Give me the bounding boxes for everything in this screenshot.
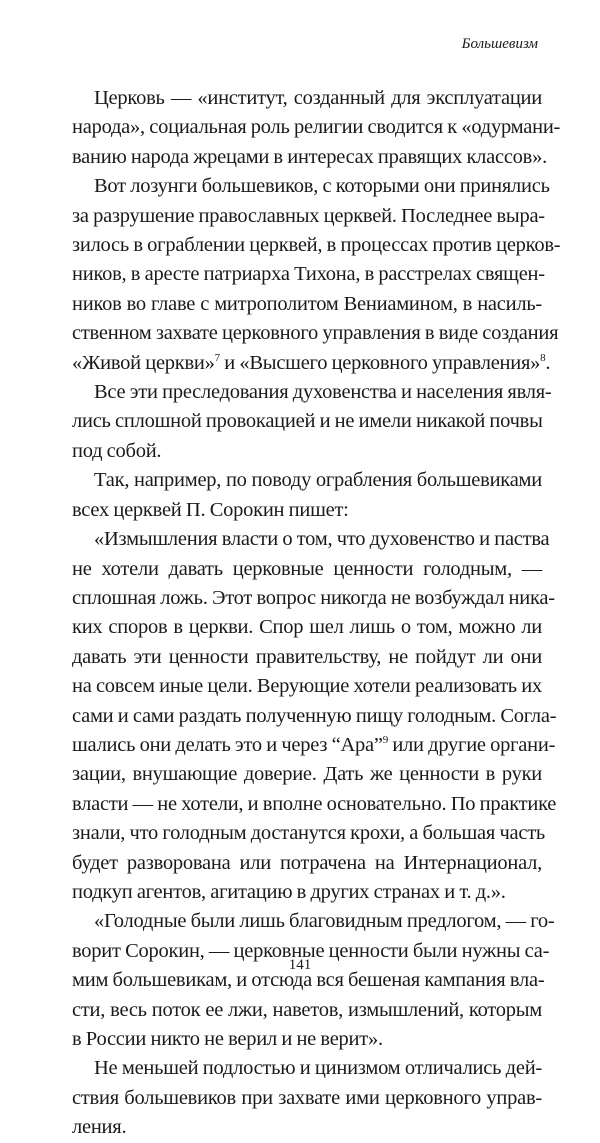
text-line: ников, в аресте патриарха Тихона, в расстрелах священ- (72, 263, 545, 286)
running-head: Большевизм (461, 36, 538, 52)
higher-church-admin-title: и «Высшего церковного управления» (219, 351, 541, 374)
ara-text-before: шались они делать это и через “Ара” (72, 733, 383, 756)
text-line: ких споров в церкви. Спор шел лишь о том, можно ли (72, 616, 542, 639)
text-line: «Голодные были лишь благовидным предлогом, — го- (94, 910, 555, 933)
text-line-with-footnote (72, 731, 556, 760)
text-line: лись сплошной провокацией и не имели никакой почвы (72, 410, 543, 433)
text-line: Все эти преследования духовенства и населения явля- (94, 381, 552, 404)
text-line: ления. (72, 1116, 127, 1139)
text-line: «Измышления власти о том, что духовенство и паства (94, 528, 550, 551)
text-line-with-footnotes (72, 349, 551, 378)
text-line: сплошная ложь. Этот вопрос никогда не возбуждал ника- (72, 586, 555, 609)
text-line: сти, весь поток ее лжи, наветов, измышлений, которым (72, 998, 542, 1021)
text-line: зации, внушающие доверие. Дать же ценности в руки (72, 763, 542, 786)
text-line: ствия большевиков при захвате ими церковного управ- (72, 1086, 542, 1109)
text-line: ванию народа жрецами в интересах правящих классов». (72, 145, 547, 168)
footnote-ref-8[interactable]: 8 (540, 351, 546, 364)
text-line: ворит Сорокин, — церковные ценности были нужны са- (72, 939, 550, 962)
text-line: Не меньшей подлостью и цинизмом отличались дей- (94, 1057, 542, 1080)
text-line: народа», социальная роль религии сводится к «одурмани- (72, 116, 561, 139)
text-line: ственном захвате церковного управления в виде создания (72, 322, 559, 345)
paragraph-4 (72, 466, 542, 525)
text-line: за разрушение православных церквей. Последнее выра- (72, 204, 545, 227)
text-line: не хотели давать церковные ценности голодным, — (72, 557, 542, 580)
text-line: будет разворована или потрачена на Интернационал, (72, 851, 542, 874)
text-line: всех церквей П. Сорокин пишет: (72, 498, 349, 521)
text-line: зилось в ограблении церквей, в процессах против церков- (72, 234, 561, 257)
footnote-ref-9[interactable]: 9 (382, 734, 388, 747)
text-line: Вот лозунги большевиков, с которыми они принялись (94, 175, 550, 198)
text-line: подкуп агентов, агитацию в других странах и т. д.». (72, 880, 506, 903)
living-church-title: «Живой церкви» (72, 351, 215, 374)
paragraph-7 (72, 1054, 542, 1142)
text-line: в России никто не верил и не верит». (72, 1028, 383, 1050)
body-text (72, 84, 561, 1143)
text-line: Церковь — «институт, созданный для эксплуатации (94, 87, 542, 109)
text-line: под собой. (72, 439, 162, 462)
paragraph-3 (72, 378, 552, 466)
page-number: 141 (288, 957, 312, 973)
footnote-ref-7[interactable]: 7 (214, 351, 220, 364)
text-line: на совсем иные цели. Верующие хотели реализовать их (72, 675, 542, 698)
paragraph-1 (72, 84, 561, 172)
text-line: мим большевикам, и отсюда вся бешеная кампания вла- (72, 969, 545, 992)
text-line: ников во главе с митрополитом Вениамином, в насиль- (72, 292, 542, 315)
paragraph-2 (72, 172, 561, 378)
line-end-period: . (545, 351, 551, 374)
text-line: знали, что голодным достанутся крохи, а большая часть (72, 822, 546, 845)
text-line: власти — не хотели, и вполне основательно. По практике (72, 792, 557, 815)
text-line: давать эти ценности правительству, не пойдут ли они (72, 645, 542, 668)
quote-paragraph-1 (72, 525, 557, 907)
quote-paragraph-2 (72, 907, 555, 1054)
text-line: сами и сами раздать полученную пищу голодным. Согла- (72, 704, 557, 727)
ara-text-after: или другие органи- (387, 733, 556, 756)
text-line: Так, например, по поводу ограбления большевиками (94, 469, 542, 492)
